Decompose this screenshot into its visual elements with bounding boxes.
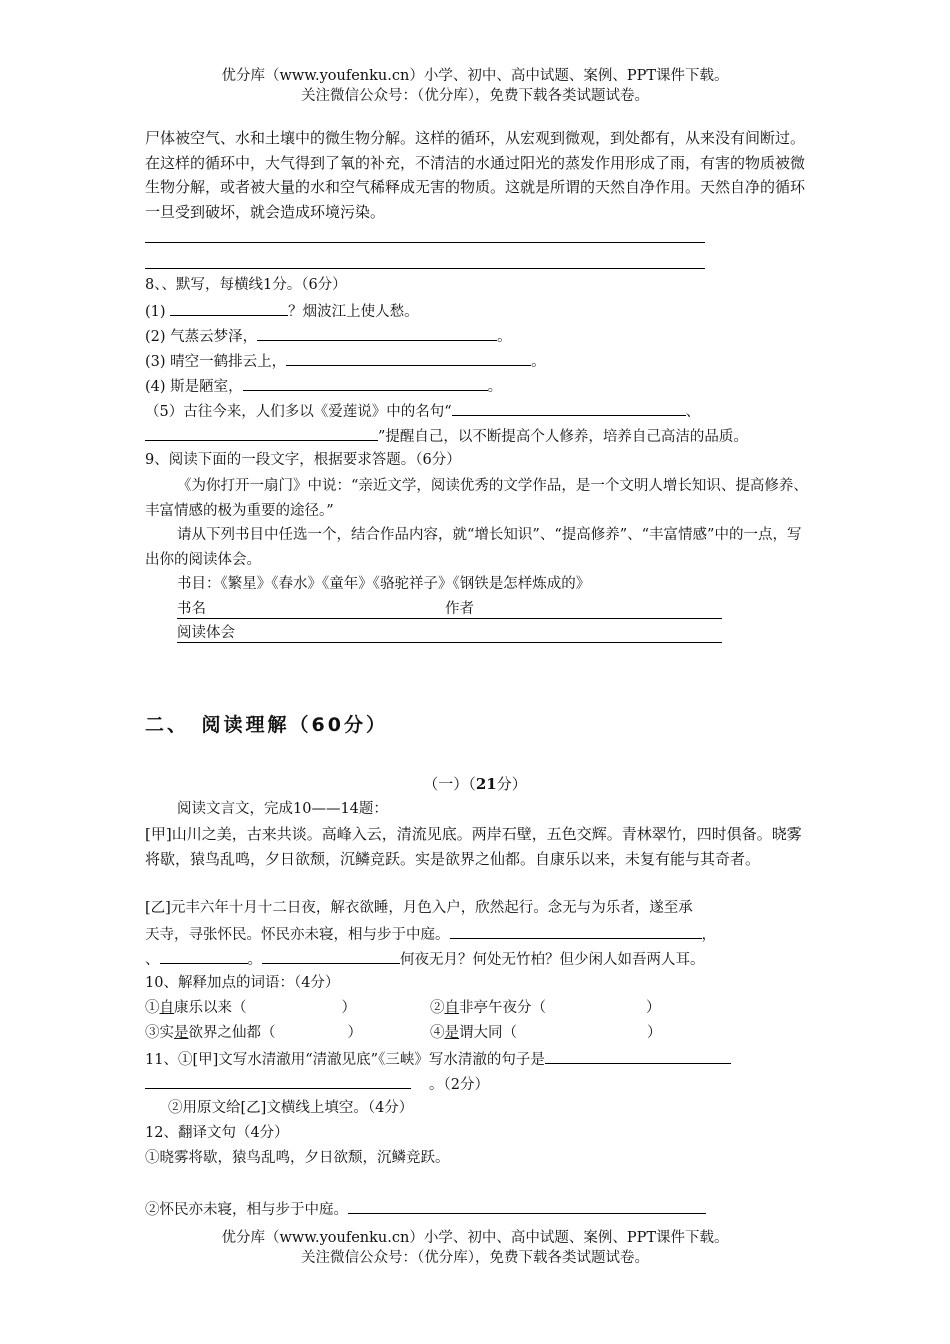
q10-item-b bbox=[430, 997, 661, 1019]
q10-title: 10、解释加点的词语：（4分） bbox=[145, 975, 340, 991]
item-text: ②怀民亦未寝，相与步于中庭。 bbox=[145, 1202, 348, 1218]
text-yi: 天寺，寻张怀民。怀民亦未寝，相与步于中庭。 bbox=[145, 927, 450, 943]
text-jia: [甲]山川之美，古来共谈。高峰入云，清流见底。两岸石壁，五色交辉。青林翠竹，四时俱备。晓雾将歇，猿鸟乱鸣，夕日欲颓，沉鳞竞跃。实是欲界之仙都。自康乐以来，未复有能与其奇者。 bbox=[145, 825, 802, 868]
item-text: ”提醒自己，以不断提高个人修养，培养自己高洁的品质。 bbox=[378, 429, 748, 445]
blank-field[interactable] bbox=[145, 424, 378, 441]
item-number: (3) bbox=[145, 354, 166, 370]
item-text: ？烟波江上使人愁。 bbox=[288, 304, 419, 320]
q9-quote: 《为你打开一扇门》中说：“亲近文学，阅读优秀的文学作品，是一个文明人增长知识、提高修养、丰富情感的极为重要的途径。” bbox=[145, 478, 808, 519]
blank-field[interactable] bbox=[286, 349, 531, 366]
sub-title-suffix: 分） bbox=[496, 775, 527, 793]
item-number: (2) bbox=[145, 329, 166, 345]
blank-field[interactable] bbox=[545, 1047, 731, 1064]
book-label: 书名 bbox=[177, 601, 206, 617]
text-yi-start: 、 bbox=[145, 952, 160, 968]
q8-item-3 bbox=[145, 349, 546, 373]
footer-line-1: 优分库（www.youfenku.cn）小学、初中、高中试题、案例、PPT课件下载。 bbox=[221, 1230, 729, 1246]
item-text: 斯是陋室， bbox=[170, 379, 243, 395]
q12-item-b bbox=[145, 1197, 706, 1221]
item-number: (4) bbox=[145, 379, 166, 395]
feeling-label: 阅读体会 bbox=[177, 625, 235, 641]
text-yi-line-2 bbox=[145, 922, 716, 946]
blank-field[interactable] bbox=[243, 374, 488, 391]
item-text: 非亭午夜分（ bbox=[459, 1000, 546, 1016]
blank-field[interactable] bbox=[262, 947, 400, 964]
sub-section-title bbox=[0, 773, 950, 794]
q8-item-4 bbox=[145, 374, 502, 398]
q11-line-2 bbox=[145, 1072, 489, 1096]
header-line-1: 优分库（www.youfenku.cn）小学、初中、高中试题、案例、PPT课件下载。 bbox=[221, 68, 729, 84]
classical-instruction: 阅读文言文，完成10——14题： bbox=[177, 801, 388, 817]
answer-line[interactable] bbox=[145, 242, 705, 243]
item-number: ④ bbox=[430, 1025, 445, 1041]
text-yi-line-1: [乙]元丰六年十月十二日夜，解衣欲睡，月色入户，欣然起行。念无与为乐者，遂至承 bbox=[145, 900, 693, 916]
q10-item-c bbox=[145, 1022, 362, 1044]
q8-title: 8、、默写，每横线1分。（6分） bbox=[145, 277, 347, 293]
q12-item-a: ①晓雾将歇，猿鸟乱鸣，夕日欲颓，沉鳞竞跃。 bbox=[145, 1150, 450, 1166]
q11-line-3: ②用原文给[乙]文横线上填空。（4分） bbox=[168, 1100, 414, 1116]
q9-booklist: 书目：《繁星》《春水》《童年》《骆驼祥子》《钢铁是怎样炼成的》 bbox=[177, 576, 591, 592]
dotted-word: 自 bbox=[444, 1000, 459, 1016]
paren-close: ） bbox=[347, 1025, 362, 1041]
item-text: 气蒸云梦泽， bbox=[170, 329, 258, 345]
item-number: (1) bbox=[145, 304, 166, 320]
blank-field[interactable] bbox=[348, 1197, 706, 1214]
header-line-2: 关注微信公众号：（优分库），免费下载各类试题试卷。 bbox=[301, 88, 649, 104]
q12-title: 12、翻译文句（4分） bbox=[145, 1125, 289, 1141]
q10-item-a bbox=[145, 997, 356, 1019]
author-label: 作者 bbox=[445, 601, 474, 617]
section-title: 二、 阅读理解（60分） bbox=[145, 714, 388, 736]
sub-title-score: 21 bbox=[475, 775, 497, 793]
item-text: （5）古往今来，人们多以《爱莲说》中的名句“ bbox=[145, 404, 452, 420]
q11-score: 。（2分） bbox=[429, 1077, 489, 1093]
item-text: 晴空一鹤排云上， bbox=[170, 354, 287, 370]
paren-close: ） bbox=[646, 1000, 661, 1016]
dotted-word: 自 bbox=[159, 1000, 174, 1016]
item-text: 康乐以来（ bbox=[174, 1000, 247, 1016]
q8-item-2 bbox=[145, 324, 512, 348]
q8-item-5 bbox=[145, 399, 700, 423]
blank-field[interactable] bbox=[170, 299, 288, 316]
blank-field[interactable] bbox=[452, 399, 686, 416]
blank-field[interactable] bbox=[145, 1072, 411, 1089]
item-number: ① bbox=[145, 1000, 160, 1016]
q10-item-d bbox=[430, 1022, 662, 1044]
q11-text: 11、①[甲]文写水清澈用“清澈见底”《三峡》写水清澈的句子是 bbox=[145, 1052, 545, 1068]
item-text: 欲界之仙都（ bbox=[188, 1025, 276, 1041]
text-yi-comma: ， bbox=[701, 927, 716, 943]
item-number: ② bbox=[430, 1000, 445, 1016]
intro-paragraph: 尸体被空气、水和土壤中的微生物分解。这样的循环，从宏观到微观，到处都有，从来没有间断过。在这样的循环中，大气得到了氧的补充，不清洁的水通过阳光的蒸发作用形成了雨，有害的物质被微生物分解，或者被大量的水和空气稀释成无害的物质。这就是所谓的天然自净作用。天然自净的循环一旦受到破坏，就会造成环境污染。 bbox=[145, 129, 806, 221]
q11-line-1 bbox=[145, 1047, 731, 1071]
item-number: ③ bbox=[145, 1025, 160, 1041]
item-end: 。 bbox=[487, 379, 503, 395]
blank-field[interactable] bbox=[160, 947, 248, 964]
paren-close: ） bbox=[647, 1025, 662, 1041]
footer-line-2: 关注微信公众号：（优分库），免费下载各类试题试卷。 bbox=[301, 1250, 649, 1266]
q9-title: 9、阅读下面的一段文字，根据要求答题。（6分） bbox=[145, 452, 461, 468]
item-end: 。 bbox=[497, 329, 512, 345]
dotted-word: 是 bbox=[444, 1025, 459, 1041]
item-end: 。 bbox=[531, 354, 546, 370]
feeling-line[interactable] bbox=[177, 622, 722, 643]
book-author-line[interactable] bbox=[177, 598, 722, 619]
answer-line[interactable] bbox=[145, 268, 705, 269]
q8-item-5-cont bbox=[145, 424, 748, 448]
q8-item-1 bbox=[145, 299, 419, 323]
text-yi-end: 何夜无月？何处无竹柏？但少闲人如吾两人耳。 bbox=[400, 952, 705, 968]
q9-instruction: 请从下列书目中任选一个，结合作品内容，就“增长知识”、“提高修养”、“丰富情感”中的一点，写出你的阅读体会。 bbox=[145, 527, 802, 568]
blank-field[interactable] bbox=[257, 324, 497, 341]
item-text: 实 bbox=[159, 1025, 174, 1041]
item-text: 谓大同（ bbox=[459, 1025, 517, 1041]
text-yi-line-3 bbox=[145, 947, 705, 971]
item-sep: 、 bbox=[685, 404, 701, 420]
text-yi-mid: 。 bbox=[247, 952, 262, 968]
dotted-word: 是 bbox=[174, 1025, 189, 1041]
paren-close: ） bbox=[341, 1000, 356, 1016]
blank-field[interactable] bbox=[450, 922, 702, 939]
sub-title-prefix: （一）（ bbox=[423, 775, 476, 793]
